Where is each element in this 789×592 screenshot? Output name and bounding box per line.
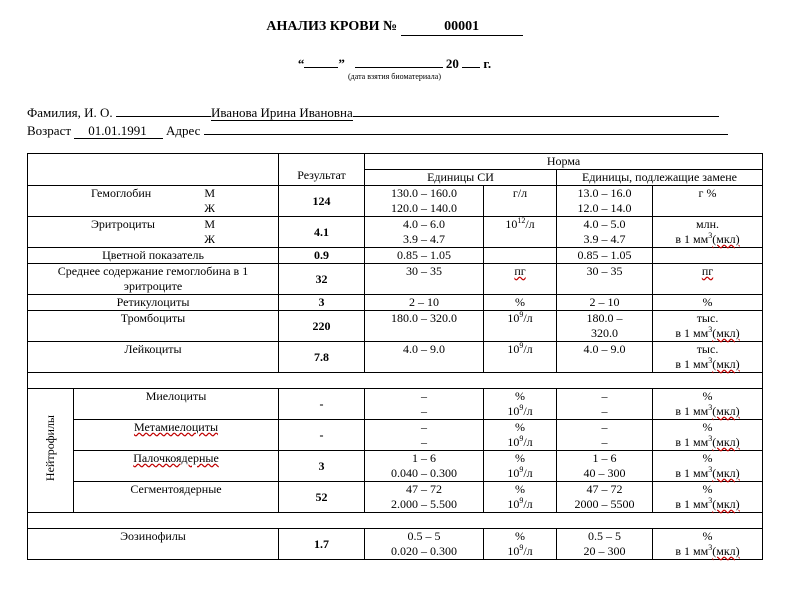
old-range <box>557 420 653 451</box>
range-m: 4.0 – 6.0 <box>403 217 445 231</box>
range-pct: – <box>421 389 427 403</box>
old-range <box>557 482 653 513</box>
unit-percent: % <box>702 529 713 543</box>
old-range <box>557 311 653 342</box>
spacer-row <box>28 513 763 529</box>
unit-line1: тыс. <box>696 342 719 356</box>
col-replace: Единицы, подлежащие замене <box>557 170 763 186</box>
unit-tail: /л <box>523 466 533 480</box>
si-range: 4.0 – 9.0 <box>365 342 484 373</box>
unit-pg: пг <box>701 264 714 278</box>
old-range <box>557 529 653 560</box>
unit-tail: /л <box>523 544 533 558</box>
close-quote: ” <box>338 56 345 71</box>
row-name <box>28 217 279 248</box>
range-pct: 47 – 72 <box>406 482 442 496</box>
si-unit <box>484 248 557 264</box>
unit-exp: 3 <box>708 231 713 240</box>
table-row <box>28 311 763 342</box>
col-norm: Норма <box>365 154 763 170</box>
range-m: 13.0 – 16.0 <box>577 186 632 200</box>
address-label: Адрес <box>166 123 201 138</box>
si-range <box>365 186 484 217</box>
table-row <box>28 482 763 513</box>
unit-exp: 9 <box>519 310 524 319</box>
range-line2: 320.0 <box>591 326 618 340</box>
old-range <box>557 389 653 420</box>
reticulocytes-result[interactable]: 3 <box>279 295 365 311</box>
unit-mm: в 1 мм <box>675 232 709 246</box>
si-unit: г/л <box>484 186 557 217</box>
male-label: М <box>204 217 215 231</box>
old-unit <box>653 529 763 560</box>
unit-mkl: (мкл) <box>712 466 740 480</box>
title-text: АНАЛИЗ КРОВИ № <box>266 19 398 34</box>
si-unit <box>484 342 557 373</box>
unit-mm: в 1 мм <box>675 357 709 371</box>
si-range <box>365 451 484 482</box>
range-f: 12.0 – 14.0 <box>577 201 632 215</box>
unit-mkl: (мкл) <box>712 544 740 558</box>
si-range: 2 – 10 <box>365 295 484 311</box>
leukocytes-label: Лейкоциты <box>28 342 279 373</box>
spacer-cell <box>28 513 763 529</box>
old-unit <box>653 420 763 451</box>
col-si: Единицы СИ <box>365 170 557 186</box>
old-unit: г % <box>653 186 763 217</box>
age-label: Возраст <box>27 123 72 138</box>
range-abs: 2000 – 5500 <box>574 497 635 511</box>
old-unit <box>653 248 763 264</box>
unit-exp: 3 <box>708 403 713 412</box>
date-line <box>0 55 789 72</box>
unit-tail: /л <box>523 435 533 449</box>
table-row <box>28 529 763 560</box>
name-line <box>27 102 719 121</box>
old-unit: % <box>653 295 763 311</box>
unit-percent: % <box>702 389 713 403</box>
unit-percent: % <box>515 389 525 403</box>
unit-percent: % <box>515 420 525 434</box>
unit-exp: 3 <box>708 496 713 505</box>
color-index-label: Цветной показатель <box>28 248 279 264</box>
range-pct: 0.5 – 5 <box>588 529 621 543</box>
age-line <box>27 120 728 139</box>
unit-exp: 3 <box>708 434 713 443</box>
si-unit: % <box>484 295 557 311</box>
range-abs: 0.040 – 0.300 <box>391 466 457 480</box>
neutrophil-name: Сегментоядерные <box>74 482 279 513</box>
male-label: М <box>204 186 215 200</box>
neutrophil-result[interactable]: - <box>279 389 365 420</box>
table-row <box>28 295 763 311</box>
unit-percent: % <box>515 451 525 465</box>
day-blank[interactable] <box>304 55 338 68</box>
old-unit <box>653 451 763 482</box>
unit-tail: /л <box>525 217 535 231</box>
unit-exp: 9 <box>519 434 524 443</box>
year-blank[interactable] <box>462 55 480 68</box>
unit-exp: 9 <box>519 543 524 552</box>
old-unit <box>653 342 763 373</box>
unit-mkl: (мкл) <box>712 404 740 418</box>
si-range: 180.0 – 320.0 <box>365 311 484 342</box>
range-f: 3.9 – 4.7 <box>583 232 626 246</box>
female-label: Ж <box>204 232 215 246</box>
si-range <box>365 420 484 451</box>
range-abs: 2.000 – 5.500 <box>391 497 457 511</box>
si-unit <box>484 420 557 451</box>
col-result: Результат <box>279 154 365 186</box>
name-label: Фамилия, И. О. <box>27 105 113 120</box>
unit-mm: в 1 мм <box>675 497 709 511</box>
unit-tail: /л <box>523 404 533 418</box>
mch-result[interactable]: 32 <box>279 264 365 295</box>
unit-base: 10 <box>507 544 520 558</box>
range-abs: 0.020 – 0.300 <box>391 544 457 558</box>
old-range: 2 – 10 <box>557 295 653 311</box>
unit-mkl: (мкл) <box>712 497 740 511</box>
range-pct: 1 – 6 <box>412 451 436 465</box>
unit-exp: 3 <box>708 543 713 552</box>
header-row <box>28 154 763 170</box>
neutrophil-name-text: Метамиелоциты <box>133 420 219 434</box>
unit-mm: в 1 мм <box>675 466 709 480</box>
year-prefix: 20 <box>445 56 459 71</box>
unit-percent: % <box>515 529 525 543</box>
table-row <box>28 420 763 451</box>
neutrophil-name: Миелоциты <box>74 389 279 420</box>
eosinophils-result[interactable]: 1.7 <box>279 529 365 560</box>
female-label: Ж <box>204 201 215 215</box>
date-hint: (дата взятия биоматериала) <box>347 72 441 81</box>
old-unit <box>653 482 763 513</box>
range-abs: – <box>601 404 608 418</box>
range-abs: – <box>421 404 427 418</box>
unit-mkl: (мкл) <box>712 357 740 371</box>
unit-pg: пг <box>514 264 526 278</box>
name-underline <box>353 102 719 117</box>
si-unit <box>484 482 557 513</box>
range-pct: – <box>601 389 608 403</box>
si-range: 0.85 – 1.05 <box>365 248 484 264</box>
range-abs: 40 – 300 <box>583 466 626 480</box>
unit-percent: % <box>702 482 713 496</box>
si-unit <box>484 264 557 295</box>
table-row <box>28 389 763 420</box>
neutrophil-name <box>74 420 279 451</box>
unit-base: 10 <box>505 217 518 231</box>
unit-tail: /л <box>523 311 533 325</box>
si-unit <box>484 217 557 248</box>
unit-mm: в 1 мм <box>675 544 709 558</box>
unit-percent: % <box>515 482 525 496</box>
month-blank[interactable] <box>355 55 443 68</box>
table-row <box>28 248 763 264</box>
color-index-result[interactable]: 0.9 <box>279 248 365 264</box>
range-pct: 1 – 6 <box>592 451 617 465</box>
si-unit <box>484 451 557 482</box>
unit-mkl: (мкл) <box>712 232 740 246</box>
unit-base: 10 <box>507 342 520 356</box>
table-row <box>28 451 763 482</box>
hemoglobin-result[interactable]: 124 <box>279 186 365 217</box>
range-m: 130.0 – 160.0 <box>391 186 457 200</box>
neutrophil-result[interactable]: - <box>279 420 365 451</box>
unit-line1: млн. <box>696 217 720 231</box>
unit-base: 10 <box>507 435 520 449</box>
header-blank <box>28 154 279 186</box>
hemoglobin-label: Гемоглобин <box>91 186 152 200</box>
spacer-cell <box>28 373 763 389</box>
name-value[interactable]: Иванова Ирина Ивановна <box>210 105 353 120</box>
report-title <box>0 19 789 36</box>
range-f: 3.9 – 4.7 <box>403 232 445 246</box>
range-pct: 0.5 – 5 <box>407 529 441 543</box>
unit-mm: в 1 мм <box>675 404 709 418</box>
range-abs: – <box>421 435 427 449</box>
eosinophils-label: Эозинофилы <box>28 529 279 560</box>
si-unit <box>484 311 557 342</box>
unit-tail: /л <box>523 342 533 356</box>
old-range: 0.85 – 1.05 <box>557 248 653 264</box>
old-unit <box>653 311 763 342</box>
si-range <box>365 529 484 560</box>
range-pct: 47 – 72 <box>586 482 623 496</box>
table-row <box>28 264 763 295</box>
si-range: 30 – 35 <box>365 264 484 295</box>
mch-label: Среднее содержание гемоглобина в 1 эритроците <box>28 264 279 295</box>
unit-exp: 3 <box>708 356 713 365</box>
unit-line1: тыс. <box>696 311 719 325</box>
unit-percent: % <box>702 420 713 434</box>
range-m: 4.0 – 5.0 <box>583 217 626 231</box>
table-row <box>28 186 763 217</box>
old-range <box>557 186 653 217</box>
platelets-label: Тромбоциты <box>28 311 279 342</box>
si-unit <box>484 389 557 420</box>
neutrophil-name-text: Палочкоядерные <box>133 451 219 465</box>
range-pct: – <box>601 420 608 434</box>
range-abs: 20 – 300 <box>583 544 626 558</box>
unit-exp: 9 <box>519 403 524 412</box>
old-range: 4.0 – 9.0 <box>557 342 653 373</box>
table-row <box>28 217 763 248</box>
blood-test-table <box>27 153 763 560</box>
si-unit <box>484 529 557 560</box>
old-unit <box>653 389 763 420</box>
unit-exp: 9 <box>519 341 524 350</box>
leukocytes-result[interactable]: 7.8 <box>279 342 365 373</box>
age-value[interactable]: 01.01.1991 <box>74 123 163 139</box>
unit-base: 10 <box>507 466 520 480</box>
unit-exp: 12 <box>517 216 526 225</box>
neutrophils-group <box>28 389 74 513</box>
address-field[interactable] <box>204 120 728 135</box>
neutrophil-result[interactable]: 3 <box>279 451 365 482</box>
erythrocytes-result[interactable]: 4.1 <box>279 217 365 248</box>
unit-base: 10 <box>507 497 520 511</box>
range-pct: – <box>421 420 427 434</box>
unit-percent: % <box>702 451 713 465</box>
reticulocytes-label: Ретикулоциты <box>28 295 279 311</box>
spacer-row <box>28 373 763 389</box>
si-range <box>365 482 484 513</box>
old-unit <box>653 264 763 295</box>
unit-mkl: (мкл) <box>712 326 740 340</box>
neutrophils-label: Нейтрофилы <box>43 415 57 482</box>
row-name <box>28 186 279 217</box>
unit-exp: 3 <box>708 325 713 334</box>
open-quote: “ <box>297 56 305 71</box>
old-range <box>557 217 653 248</box>
unit-mkl: (мкл) <box>712 435 740 449</box>
unit-mm: в 1 мм <box>675 435 709 449</box>
unit-base: 10 <box>507 311 520 325</box>
range-abs: – <box>601 435 608 449</box>
name-underline-gap <box>116 102 211 117</box>
si-range <box>365 217 484 248</box>
unit-exp: 9 <box>519 496 524 505</box>
old-unit <box>653 217 763 248</box>
report-number[interactable]: 00001 <box>401 19 523 36</box>
old-range <box>557 451 653 482</box>
unit-mm: в 1 мм <box>675 326 709 340</box>
old-range: 30 – 35 <box>557 264 653 295</box>
erythrocytes-label: Эритроциты <box>91 217 155 231</box>
si-range <box>365 389 484 420</box>
unit-base: 10 <box>507 404 520 418</box>
range-f: 120.0 – 140.0 <box>391 201 457 215</box>
unit-exp: 3 <box>708 465 713 474</box>
table-row <box>28 342 763 373</box>
neutrophil-name <box>74 451 279 482</box>
neutrophil-result[interactable]: 52 <box>279 482 365 513</box>
year-suffix: г. <box>483 56 492 71</box>
platelets-result[interactable]: 220 <box>279 311 365 342</box>
unit-exp: 9 <box>519 465 524 474</box>
range-line1: 180.0 – <box>586 311 623 325</box>
unit-tail: /л <box>523 497 533 511</box>
